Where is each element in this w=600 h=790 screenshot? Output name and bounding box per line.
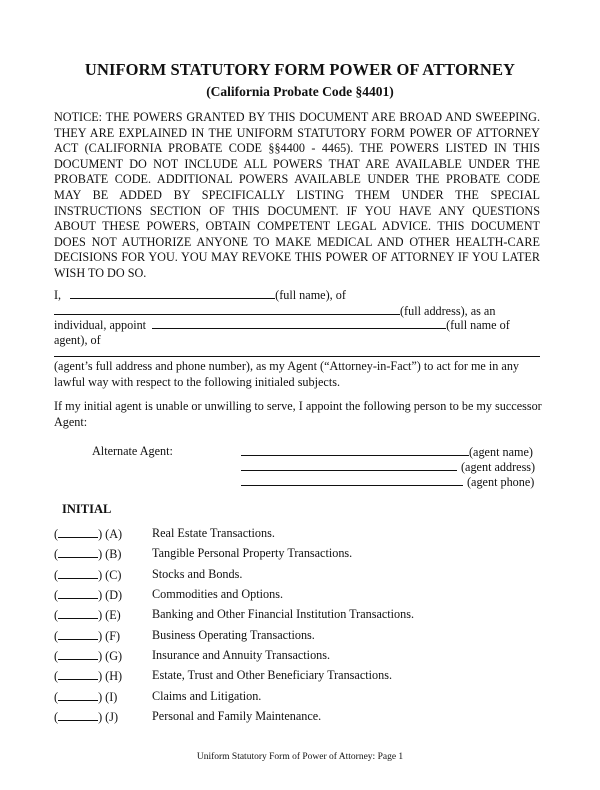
initial-field-e[interactable] xyxy=(58,607,98,619)
item-subject: Personal and Family Maintenance. xyxy=(152,709,322,723)
item-letter: ) (B) xyxy=(98,547,122,561)
alternate-agent-name-field[interactable] xyxy=(241,444,469,456)
initial-field-f[interactable] xyxy=(58,628,98,640)
alternate-agent-name-label: (agent name) xyxy=(469,445,533,459)
item-subject: Stocks and Bonds. xyxy=(152,567,243,581)
alternate-agent-address-label: (agent address) xyxy=(461,460,536,474)
notice-paragraph: NOTICE: THE POWERS GRANTED BY THIS DOCUMENT ARE BROAD AND SWEEPING. THEY ARE EXPLAINED IN THE UNIFORM STATUTORY FORM POWER OF ATTORNEY ACT (CALIFORNIA PROBATE CODE §§4400 - 4465). THE POWERS LISTED IN THIS DOCUMENT DO NOT INCLUDE ALL POWERS THAT ARE AVAILABLE UNDER THE PROBATE CODE. ADDITIONAL POWERS AVAILABLE UNDER THE PROBATE CODE MAY BE ADDED BY SPECIFICALLY LISTING THEM UNDER THE SPECIAL INSTRUCTIONS SECTION OF THIS DOCUMENT. IF YOU HAVE ANY QUESTIONS ABOUT THESE POWERS, OBTAIN COMPETENT LEGAL ADVICE. THIS DOCUMENT DOES NOT AUTHORIZE ANYONE TO MAKE MEDICAL AND OTHER HEALTH-CARE DECISIONS FOR YOU. YOU MAY REVOKE THIS POWER OF ATTORNEY IF YOU LATER WISH TO DO SO. xyxy=(54,110,540,280)
open-paren: ( xyxy=(54,547,59,561)
item-letter: ) (C) xyxy=(98,568,122,582)
open-paren: ( xyxy=(54,608,59,622)
principal-address-label: (full address), as an xyxy=(400,304,496,318)
document-title: UNIFORM STATUTORY FORM POWER OF ATTORNEY xyxy=(84,60,516,79)
initial-field-c[interactable] xyxy=(58,567,98,579)
agent-address-field[interactable] xyxy=(54,356,540,357)
item-subject: Claims and Litigation. xyxy=(152,689,262,703)
initial-field-g[interactable] xyxy=(58,648,98,660)
alternate-agent-phone-row xyxy=(241,474,534,490)
item-subject: Business Operating Transactions. xyxy=(152,628,315,642)
initial-row-g xyxy=(54,648,331,664)
agent-name-label: (full name of xyxy=(446,318,510,332)
alternate-agent-name-row xyxy=(241,444,533,460)
initial-row-c xyxy=(54,567,243,583)
appoint-prefix: individual, appoint xyxy=(54,318,147,332)
item-letter: ) (D) xyxy=(98,588,123,602)
open-paren: ( xyxy=(54,527,59,541)
alternate-agent-label: Alternate Agent: xyxy=(92,444,173,458)
alternate-agent-phone-label: (agent phone) xyxy=(467,475,535,489)
item-subject: Commodities and Options. xyxy=(152,587,284,601)
initial-row-a xyxy=(54,526,275,542)
principal-name-line xyxy=(54,287,346,303)
item-subject: Real Estate Transactions. xyxy=(152,526,275,540)
initial-row-f xyxy=(54,628,315,644)
initial-field-i[interactable] xyxy=(58,689,98,701)
item-subject: Estate, Trust and Other Beneficiary Transactions. xyxy=(152,668,392,682)
item-letter: ) (E) xyxy=(98,608,121,622)
agent-of-text: agent), of xyxy=(54,333,101,347)
agent-name-field[interactable] xyxy=(152,317,446,329)
alternate-agent-address-field[interactable] xyxy=(241,459,457,471)
open-paren: ( xyxy=(54,690,59,704)
initial-row-h xyxy=(54,668,392,684)
page-footer: Uniform Statutory Form of Power of Attorney: Page 1 xyxy=(196,752,404,762)
open-paren: ( xyxy=(54,588,59,602)
initial-row-j xyxy=(54,709,322,725)
item-letter: ) (J) xyxy=(98,710,119,724)
item-subject: Tangible Personal Property Transactions. xyxy=(152,546,353,560)
open-paren: ( xyxy=(54,710,59,724)
alternate-agent-address-row xyxy=(241,459,535,475)
item-letter: ) (H) xyxy=(98,669,123,683)
item-letter: ) (F) xyxy=(98,629,121,643)
initial-field-d[interactable] xyxy=(58,587,98,599)
item-letter: ) (G) xyxy=(98,649,123,663)
item-letter: ) (A) xyxy=(98,527,123,541)
initial-row-d xyxy=(54,587,284,603)
open-paren: ( xyxy=(54,669,59,683)
principal-address-field[interactable] xyxy=(54,303,400,315)
initial-field-a[interactable] xyxy=(58,526,98,538)
principal-name-label: (full name), of xyxy=(275,288,346,302)
initial-header: INITIAL xyxy=(62,502,112,516)
initial-row-e xyxy=(54,607,415,623)
open-paren: ( xyxy=(54,568,59,582)
initial-field-j[interactable] xyxy=(58,709,98,721)
initial-field-h[interactable] xyxy=(58,668,98,680)
initial-row-i xyxy=(54,689,262,705)
principal-name-field[interactable] xyxy=(70,287,275,299)
successor-text: If my initial agent is unable or unwilling to serve, I appoint the following person to be my successor Agent: xyxy=(54,399,542,429)
initial-row-b xyxy=(54,546,353,562)
item-subject: Banking and Other Financial Institution Transactions. xyxy=(152,607,415,621)
principal-prefix: I, xyxy=(54,288,62,302)
item-letter: ) (I) xyxy=(98,690,118,704)
document-subtitle: (California Probate Code §4401) xyxy=(206,84,394,99)
open-paren: ( xyxy=(54,629,59,643)
appoint-line xyxy=(54,317,510,333)
item-subject: Insurance and Annuity Transactions. xyxy=(152,648,331,662)
alternate-agent-phone-field[interactable] xyxy=(241,474,463,486)
agent-address-text: (agent’s full address and phone number), as my Agent (“Attorney-in-Fact”) to act for me in any lawful way with respect to the following initialed subjects. xyxy=(54,359,520,389)
open-paren: ( xyxy=(54,649,59,663)
initial-field-b[interactable] xyxy=(58,546,98,558)
